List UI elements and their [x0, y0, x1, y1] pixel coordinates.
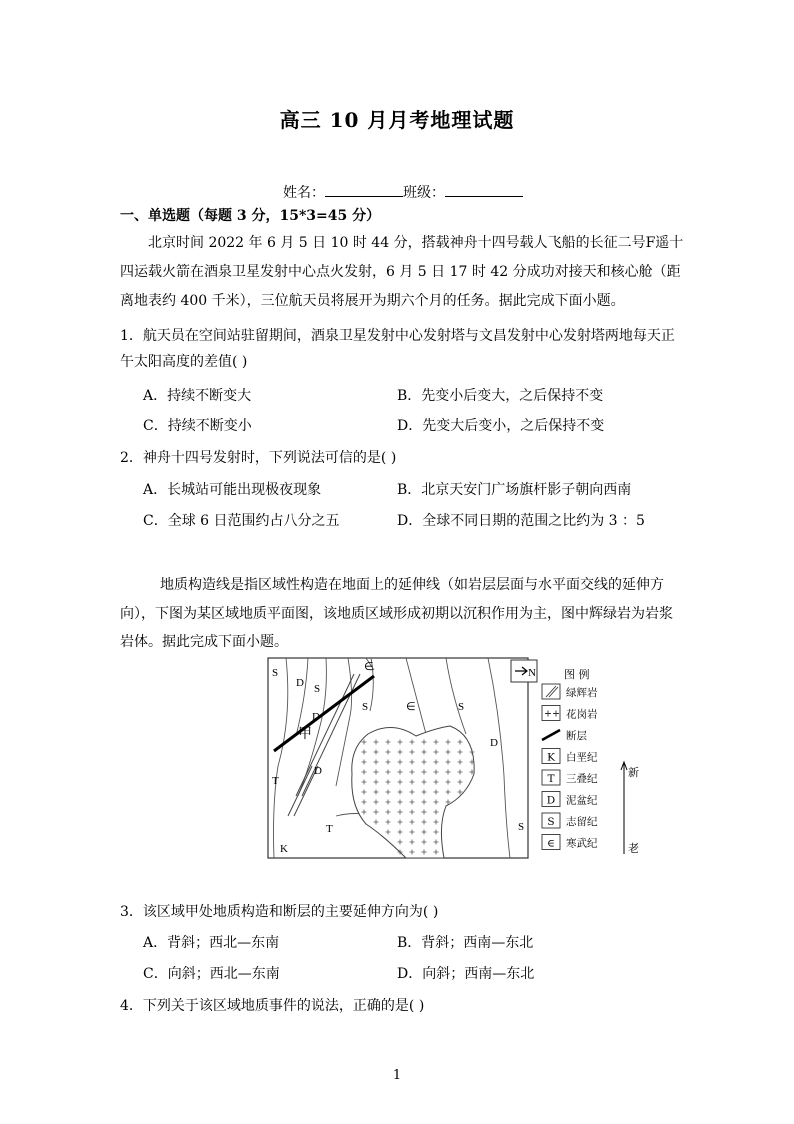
- option-c[interactable]: C．全球 6 日范围约占八分之五: [143, 513, 340, 529]
- legend-label: 绿辉岩: [566, 687, 598, 699]
- option-b[interactable]: B．北京天安门广场旗杆影子朝向西南: [397, 482, 632, 498]
- stratum-label: S: [272, 667, 279, 679]
- option-a[interactable]: A．背斜；西北—东南: [143, 935, 280, 951]
- legend-symbol: ∈: [547, 837, 555, 850]
- name-class-line: [283, 182, 523, 202]
- stratum-label: T: [326, 823, 333, 835]
- class-blank[interactable]: [445, 184, 523, 197]
- option-d[interactable]: D．全球不同日期的范围之比约为 3 ：5: [397, 513, 645, 529]
- legend-label: 花岗岩: [566, 708, 598, 721]
- stratum-label: ∈: [406, 701, 416, 713]
- legend-label: 断层: [566, 730, 587, 742]
- stratum-label: D: [314, 765, 322, 777]
- legend-symbol: T: [547, 773, 555, 785]
- stratum-label: D: [312, 711, 320, 723]
- class-label: 班级：: [403, 185, 445, 201]
- section-heading: 一、单选题（每题 3 分，15*3=45 分）: [120, 208, 381, 224]
- option-c[interactable]: C．向斜；西北—东南: [143, 966, 280, 982]
- question-stem: 午太阳高度的差值( ): [120, 354, 248, 370]
- passage1-line: 四运载火箭在酒泉卫星发射中心点火发射，6 月 5 日 17 时 42 分成功对接天和核心舱（距: [120, 264, 681, 280]
- passage2-line: 岩体。据此完成下面小题。: [120, 634, 288, 650]
- legend-swatch: [542, 706, 560, 721]
- stratum-label: S: [362, 701, 369, 713]
- page-number: 1: [392, 1068, 402, 1083]
- legend-label: 志留纪: [566, 816, 598, 828]
- old-label: 老: [628, 842, 639, 855]
- question-stem: 1．航天员在空间站驻留期间，酒泉卫星发射中心发射塔与文昌发射中心发射塔两地每天正: [120, 328, 675, 344]
- passage1-line: 离地表约 400 千米），三位航天员将展开为期六个月的任务。据此完成下面小题。: [120, 293, 625, 309]
- legend-label: 白垩纪: [566, 751, 598, 764]
- page-title: 高三 10 月月考地理试题: [279, 108, 515, 132]
- stratum-label: D: [490, 737, 498, 749]
- geologic-map-figure: [266, 656, 650, 862]
- option-d[interactable]: D．先变大后变小，之后保持不变: [397, 418, 605, 434]
- legend-label: 泥盆纪: [566, 794, 598, 807]
- option-d[interactable]: D．向斜；西南—东北: [397, 966, 535, 982]
- stratum-label: S: [458, 701, 465, 713]
- passage1-line: 北京时间 2022 年 6 月 5 日 10 时 44 分，搭载神舟十四号载人飞船的长征二号F遥十: [148, 235, 684, 251]
- stratum-label: D: [296, 677, 304, 689]
- legend-symbol: D: [546, 794, 556, 807]
- question-stem: 3．该区域甲处地质构造和断层的主要延伸方向为( ): [120, 904, 439, 920]
- fault-swatch-icon: [542, 730, 560, 740]
- option-c[interactable]: C．持续不断变小: [143, 418, 252, 434]
- stratum-label: K: [280, 843, 288, 855]
- passage2-line: 地质构造线是指区域性构造在地面上的延伸线（如岩层层面与水平面交线的延伸方: [160, 577, 664, 593]
- legend-symbol: S: [547, 816, 555, 828]
- name-label: 姓名：: [283, 185, 325, 201]
- option-b[interactable]: B．背斜；西南—东北: [397, 935, 534, 951]
- north-label: N: [528, 667, 536, 679]
- legend-label: 三叠纪: [566, 773, 598, 785]
- question-stem: 4．下列关于该区域地质事件的说法，正确的是( ): [120, 998, 425, 1014]
- age-arrow-icon: [621, 762, 627, 854]
- legend-label: 寒武纪: [566, 837, 598, 850]
- option-a[interactable]: A．持续不断变大: [143, 388, 252, 404]
- option-a[interactable]: A．长城站可能出现极夜现象: [143, 482, 322, 498]
- name-blank[interactable]: [325, 184, 403, 197]
- legend-symbol: K: [547, 751, 555, 764]
- stratum-label: S: [518, 821, 525, 833]
- stratum-label: T: [272, 775, 279, 787]
- question-stem: 2．神舟十四号发射时，下列说法可信的是( ): [120, 450, 397, 466]
- stratum-label: 甲: [298, 727, 312, 742]
- new-label: 新: [628, 766, 639, 779]
- option-b[interactable]: B．先变小后变大，之后保持不变: [397, 388, 604, 404]
- passage2-line: 向），下图为某区域地质平面图，该地质区域形成初期以沉积作用为主，图中辉绿岩为岩浆: [120, 606, 673, 622]
- stratum-label: ∈: [364, 661, 374, 673]
- stratum-label: S: [314, 683, 321, 695]
- legend-title: 图 例: [564, 668, 590, 681]
